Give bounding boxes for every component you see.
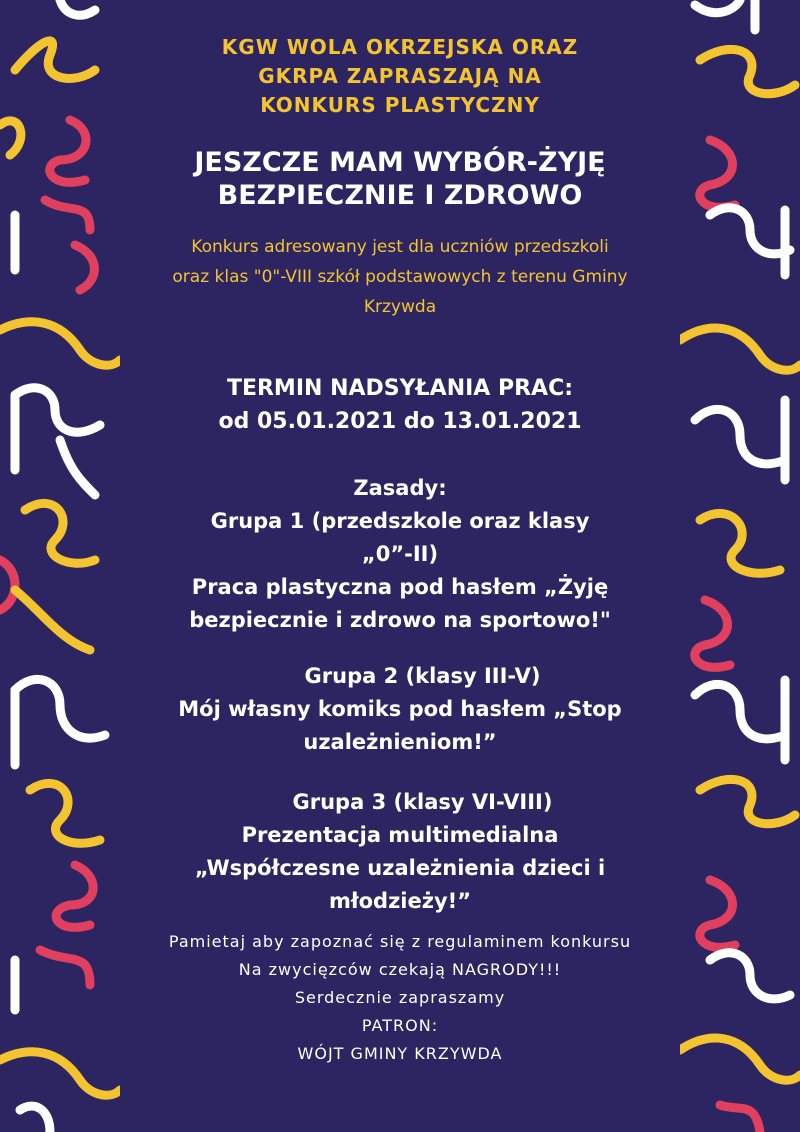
yellow-streamer <box>700 779 795 823</box>
contest-description <box>110 232 690 322</box>
white-streamer <box>20 1106 50 1132</box>
yellow-streamer <box>680 1038 800 1080</box>
yellow-streamer <box>700 49 795 93</box>
pink-streamer <box>700 880 735 947</box>
white-streamer <box>695 0 740 13</box>
rules-group-2 <box>110 660 690 759</box>
yellow-streamer <box>15 41 95 79</box>
group3-line: Grupa 3 (klasy VI-VIII) <box>292 790 553 814</box>
pink-streamer <box>0 560 15 610</box>
group3-line: młodzieży!” <box>328 889 472 913</box>
yellow-streamer <box>25 503 95 563</box>
right-decorative-streamers <box>680 0 800 1132</box>
yellow-streamer <box>30 783 100 843</box>
group1-line: bezpiecznie i zdrowo na sportowo!" <box>189 608 611 632</box>
pink-streamer <box>75 245 94 290</box>
description-line: Krzywda <box>363 297 437 317</box>
title-line: BEZPIECZNIE I ZDROWO <box>217 180 583 211</box>
white-streamer <box>710 953 790 999</box>
group1-line: „0”-II) <box>361 542 439 566</box>
yellow-streamer <box>15 590 90 650</box>
pink-streamer <box>50 120 86 182</box>
group3-line: Prezentacja multimedialna <box>241 823 559 847</box>
pink-streamer <box>40 950 90 985</box>
yellow-streamer <box>0 322 120 365</box>
rules-group-3 <box>110 786 690 918</box>
rules-heading: Zasady: <box>353 476 447 500</box>
white-streamer <box>60 0 95 15</box>
footer-line: Pamietaj aby zapoznać się z regulaminem konkursu <box>168 932 632 951</box>
footer-line: WÓJT GMINY KRZYWDA <box>297 1044 503 1063</box>
group3-line: „Współczesne uzależnienia dzieci i <box>194 856 606 880</box>
organizers-line: GKRPA ZAPRASZAJĄ NA <box>258 64 542 88</box>
pink-streamer <box>45 200 90 230</box>
yellow-streamer <box>0 1052 120 1095</box>
white-streamer <box>695 684 785 738</box>
group2-line: uzależnieniom!” <box>303 730 497 754</box>
white-streamer <box>15 679 105 738</box>
deadline-dates: od 05.01.2021 do 13.01.2021 <box>218 409 582 434</box>
yellow-streamer <box>0 121 21 155</box>
footer-line: Na zwycięzców czekają NAGRODY!!! <box>238 960 562 979</box>
white-streamer <box>695 409 785 463</box>
footer-info <box>110 928 690 1068</box>
submission-deadline <box>110 372 690 438</box>
white-streamer <box>15 388 100 432</box>
contest-title <box>110 146 690 212</box>
pink-streamer <box>720 1105 760 1132</box>
left-decorative-streamers <box>0 0 120 1132</box>
rules-group-1 <box>110 472 690 637</box>
pink-streamer <box>56 865 93 927</box>
white-streamer <box>60 440 95 495</box>
white-streamer <box>710 208 790 254</box>
footer-line: PATRON: <box>361 1016 439 1035</box>
group2-line: Grupa 2 (klasy III-V) <box>304 664 541 688</box>
organizers-heading <box>110 33 690 120</box>
description-line: Konkurs adresowany jest dla uczniów przedszkoli <box>191 237 609 257</box>
organizers-line: KONKURS PLASTYCZNY <box>260 93 540 117</box>
group1-line: Praca plastyczna pod hasłem „Żyję <box>191 575 609 599</box>
deadline-label: TERMIN NADSYŁANIA PRAC: <box>226 376 574 401</box>
group1-line: Grupa 1 (przedszkole oraz klasy <box>210 509 590 533</box>
title-line: JESZCZE MAM WYBÓR-ŻYJĘ <box>194 147 606 178</box>
pink-streamer <box>695 600 730 667</box>
organizers-line: KGW WOLA OKRZEJSKA ORAZ <box>221 35 579 59</box>
poster-content <box>110 0 690 1132</box>
group2-line: Mój własny komiks pod hasłem „Stop <box>178 697 622 721</box>
yellow-streamer <box>680 328 800 370</box>
pink-streamer <box>700 140 735 207</box>
yellow-streamer <box>700 513 780 573</box>
footer-line: Serdecznie zapraszamy <box>294 988 506 1007</box>
description-line: oraz klas "0"-VIII szkół podstawowych z terenu Gminy <box>172 267 628 287</box>
